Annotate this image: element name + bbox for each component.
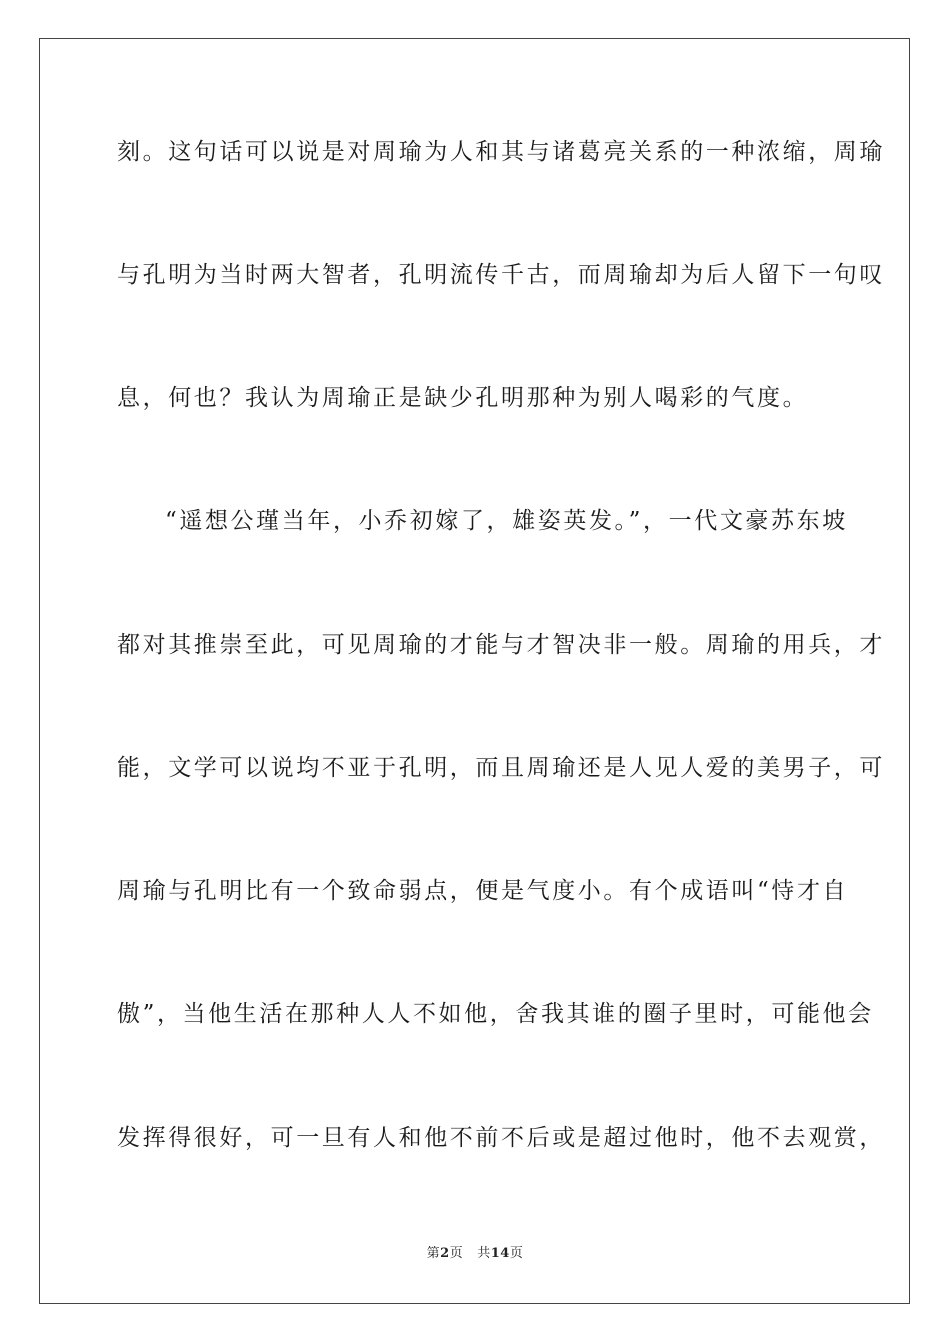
paragraph-line: 傲”，当他生活在那种人人不如他，舍我其谁的圈子里时，可能他会: [117, 1001, 874, 1027]
paragraph-line: 刻。这句话可以说是对周瑜为人和其与诸葛亮关系的一种浓缩，周瑜: [117, 139, 885, 165]
total-pages-label: 共14页: [477, 1246, 524, 1261]
paragraph-line: 与孔明为当时两大智者，孔明流传千古，而周瑜却为后人留下一句叹: [117, 262, 885, 288]
paragraph-line: 息，何也？我认为周瑜正是缺少孔明那种为别人喝彩的气度。: [117, 385, 809, 411]
page-border: [39, 38, 910, 1304]
page-number-label: 第2页: [426, 1246, 464, 1261]
paragraph-line: 都对其推崇至此，可见周瑜的才能与才智决非一般。周瑜的用兵，才: [117, 632, 885, 658]
paragraph-line: 发挥得很好，可一旦有人和他不前不后或是超过他时，他不去观赏，: [117, 1125, 885, 1151]
paragraph-line: 能，文学可以说均不亚于孔明，而且周瑜还是人见人爱的美男子，可: [117, 755, 885, 781]
page-footer: [0, 1245, 950, 1263]
paragraph-line: 周瑜与孔明比有一个致命弱点，便是气度小。有个成语叫“恃才自: [117, 878, 849, 904]
paragraph-line: “遥想公瑾当年，小乔初嫁了，雄姿英发。”，一代文豪苏东坡: [165, 508, 848, 534]
